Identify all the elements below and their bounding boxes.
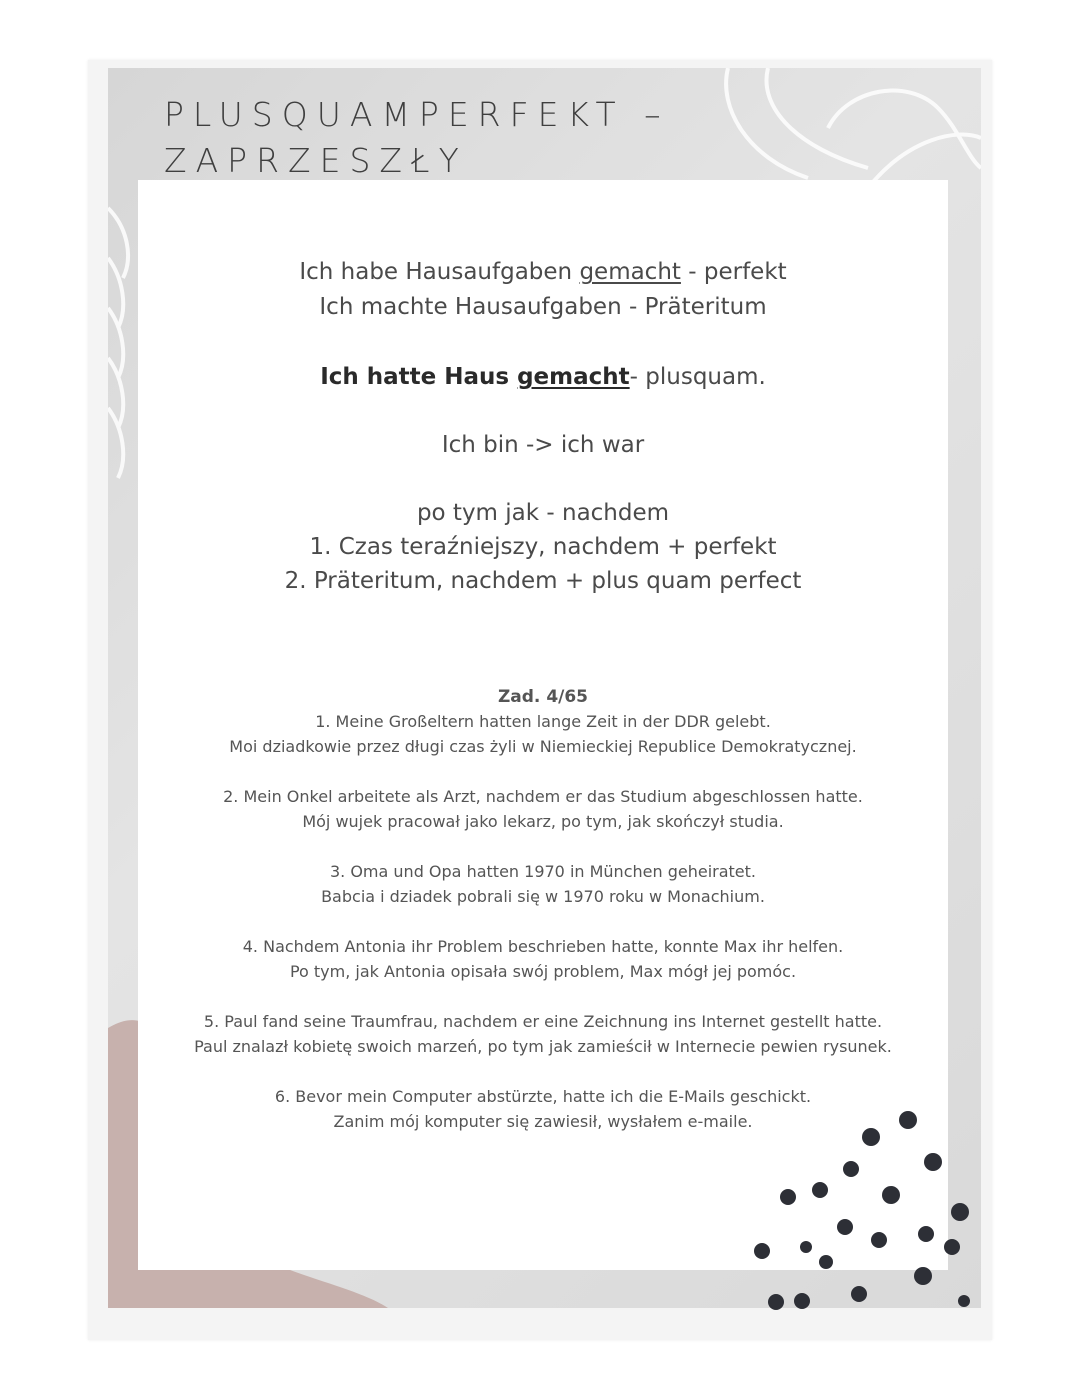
intro-line-1-part-a: Ich habe Hausaufgaben	[299, 259, 580, 285]
exercise-item-2-de: 2. Mein Onkel arbeitete als Arzt, nachdem er das Studium abgeschlossen hatte.	[223, 787, 863, 806]
exercise-item-6-de: 6. Bevor mein Computer abstürzte, hatte ich die E-Mails geschickt.	[274, 1087, 812, 1106]
exercise-item-1-de: 1. Meine Großeltern hatten lange Zeit in der DDR gelebt.	[315, 712, 771, 731]
exercise-heading: Zad. 4/65	[497, 687, 589, 707]
exercise-item-5-pl: Paul znalazł kobietę swoich marzeń, po tym jak zamieścił w Internecie pewien rysunek.	[194, 1037, 892, 1056]
intro-line-5: po tym jak - nachdem	[416, 500, 670, 526]
intro-line-2: Ich machte Hausaufgaben - Präteritum	[319, 294, 767, 320]
intro-line-3-rest: - plusquam.	[629, 364, 766, 390]
intro-line-1-underlined: gemacht	[579, 259, 681, 285]
intro-line-4: Ich bin -> ich war	[441, 432, 645, 458]
exercise-item-6-pl: Zanim mój komputer się zawiesił, wysłałem e-maile.	[333, 1112, 753, 1131]
intro-line-6: 1. Czas teraźniejszy, nachdem + perfekt	[309, 534, 777, 560]
title-line-2: ZAPRZESZŁY	[164, 141, 468, 180]
title-line-1: PLUSQUAMPERFEKT –	[164, 95, 670, 134]
exercise-item-3-de: 3. Oma und Opa hatten 1970 in München geheiratet.	[329, 862, 756, 881]
exercise-item-3-pl: Babcia i dziadek pobrali się w 1970 roku w Monachium.	[321, 887, 765, 906]
exercise-item-4-pl: Po tym, jak Antonia opisała swój problem, Max mógł jej pomóc.	[289, 962, 797, 981]
exercise-item-4-de: 4. Nachdem Antonia ihr Problem beschrieben hatte, konnte Max ihr helfen.	[242, 937, 844, 956]
intro-line-7: 2. Präteritum, nachdem + plus quam perfect	[284, 568, 802, 594]
intro-line-1-part-b: - perfekt	[680, 259, 787, 285]
exercise-item-5-de: 5. Paul fand seine Traumfrau, nachdem er eine Zeichnung ins Internet gestellt hatte.	[203, 1012, 883, 1031]
intro-line-3-underlined: gemacht	[517, 364, 630, 390]
intro-line-3-bold: Ich hatte Haus	[320, 364, 518, 390]
exercise-item-1-pl: Moi dziadkowie przez długi czas żyli w Niemieckiej Republice Demokratycznej.	[229, 737, 857, 756]
exercise-item-2-pl: Mój wujek pracował jako lekarz, po tym, jak skończył studia.	[302, 812, 784, 831]
